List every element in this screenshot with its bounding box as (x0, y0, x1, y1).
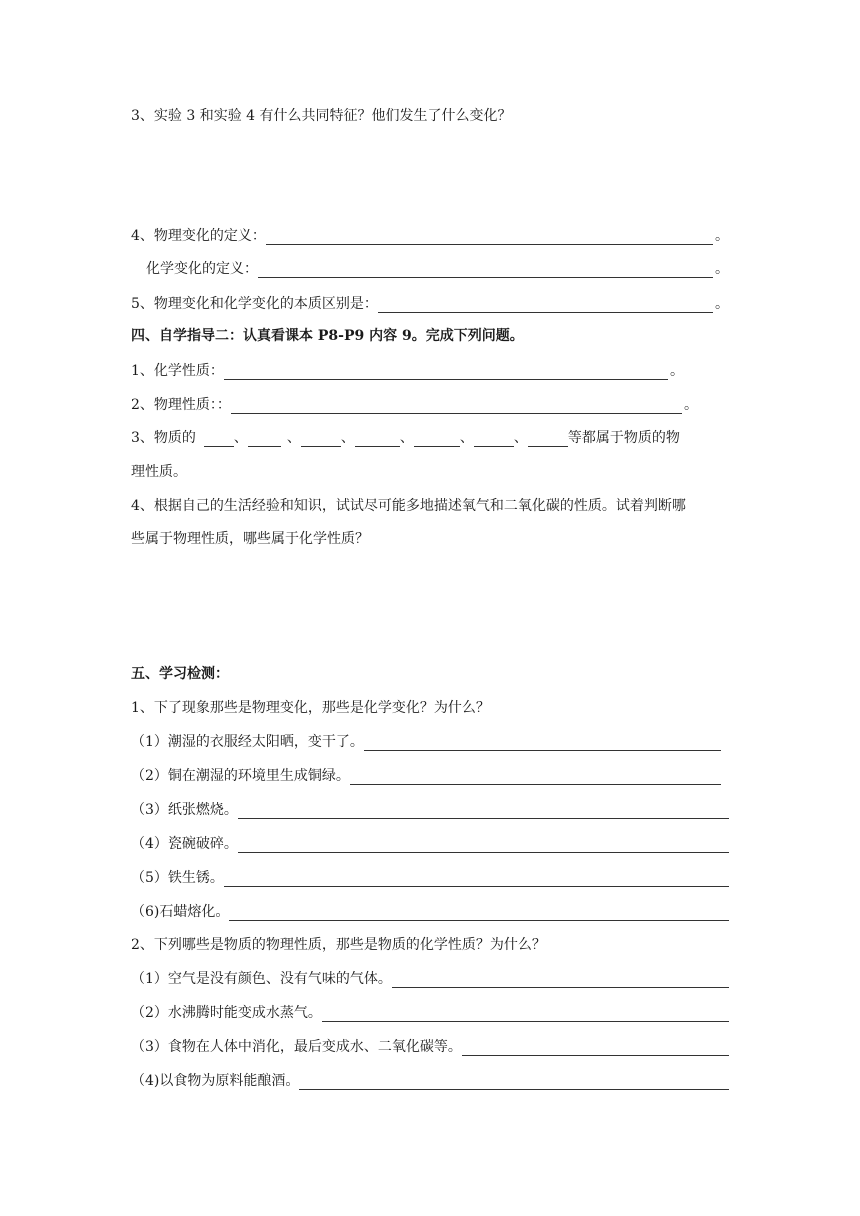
separator: 、 (399, 430, 414, 446)
separator: 、 (286, 430, 301, 446)
answer-blank-6[interactable] (474, 432, 514, 447)
period: 。 (715, 261, 729, 277)
answer-blank[interactable] (350, 770, 721, 785)
answer-blank[interactable] (224, 872, 729, 887)
prompt: 4、物理变化的定义： (131, 228, 266, 244)
s5-q2-item-2 (131, 1004, 729, 1022)
answer-blank-3[interactable] (301, 432, 341, 447)
answer-blank[interactable] (238, 838, 729, 853)
answer-blank[interactable] (238, 804, 729, 819)
question-4-physical-change (131, 227, 729, 245)
section-5-heading: 五、学习检测： (131, 666, 229, 682)
s5-q1-item-4 (131, 835, 729, 853)
answer-blank-1[interactable] (204, 432, 234, 447)
answer-blank[interactable] (322, 1007, 729, 1022)
item-text: （2）水沸腾时能变成水蒸气。 (131, 1005, 322, 1021)
question-4-chemical-change (146, 260, 729, 278)
item-text: （1）空气是没有颜色、没有气味的气体。 (131, 971, 392, 987)
s5-q1-item-1 (131, 733, 721, 751)
section-4-question-2 (131, 396, 698, 414)
section-4-question-3 (131, 429, 731, 447)
separator: 、 (513, 430, 528, 446)
item-text: （2）铜在潮湿的环境里生成铜绿。 (131, 768, 350, 784)
section-4-heading: 四、自学指导二：认真看课本 P8-P9 内容 9。完成下列问题。 (131, 328, 524, 344)
item-text: （1）潮湿的衣服经太阳晒，变干了。 (131, 734, 364, 750)
section-4-question-4-line-1: 4、根据自己的生活经验和知识，试试尽可能多地描述氧气和二氧化碳的性质。试着判断哪 (131, 498, 686, 514)
period: 。 (715, 296, 729, 312)
period: 。 (670, 363, 684, 379)
answer-blank[interactable] (462, 1041, 729, 1056)
item-text: （6)石蜡熔化。 (131, 904, 230, 920)
answer-blank[interactable] (258, 263, 713, 278)
s5-q2-item-1 (131, 970, 729, 988)
item-text: （4）瓷碗破碎。 (131, 836, 238, 852)
section-5-question-2: 2、下列哪些是物质的物理性质，那些是物质的化学性质？为什么？ (131, 937, 546, 953)
item-text: （4)以食物为原料能酿酒。 (131, 1073, 300, 1089)
s5-q2-item-4 (131, 1072, 729, 1090)
period: 。 (715, 228, 729, 244)
question-5 (131, 295, 729, 313)
answer-blank[interactable] (231, 399, 682, 414)
answer-blank[interactable] (299, 1075, 729, 1090)
answer-blank[interactable] (392, 973, 729, 988)
answer-blank-2[interactable] (248, 432, 281, 447)
answer-blank-4[interactable] (355, 432, 400, 447)
item-text: （3）纸张燃烧。 (131, 802, 238, 818)
prompt: 5、物理变化和化学变化的本质区别是： (131, 296, 378, 312)
answer-blank-5[interactable] (414, 432, 460, 447)
question-3: 3、实验 3 和实验 4 有什么共同特征？他们发生了什么变化？ (131, 108, 512, 124)
item-text: （3）食物在人体中消化，最后变成水、二氧化碳等。 (131, 1039, 462, 1055)
prompt: 化学变化的定义： (146, 261, 258, 277)
prompt: 2、物理性质：： (131, 397, 231, 413)
suffix: 等都属于物质的物 (567, 430, 680, 446)
section-4-question-3-continued: 理性质。 (131, 464, 187, 480)
answer-blank[interactable] (266, 230, 713, 245)
answer-blank[interactable] (229, 906, 729, 921)
s5-q1-item-3 (131, 801, 729, 819)
s5-q1-item-2 (131, 767, 721, 785)
item-text: （5）铁生锈。 (131, 870, 224, 886)
period: 。 (684, 397, 698, 413)
prompt: 1、化学性质： (131, 363, 224, 379)
answer-blank[interactable] (224, 365, 668, 380)
separator: 、 (233, 430, 248, 446)
separator: 、 (340, 430, 355, 446)
section-4-question-1 (131, 362, 684, 380)
s5-q2-item-3 (131, 1038, 729, 1056)
answer-blank[interactable] (364, 736, 721, 751)
s5-q1-item-5 (131, 869, 729, 887)
section-5-question-1: 1、下了现象那些是物理变化，那些是化学变化？为什么？ (131, 700, 490, 716)
answer-blank[interactable] (378, 298, 713, 313)
s5-q1-item-6 (131, 903, 729, 921)
separator: 、 (459, 430, 474, 446)
answer-blank-7[interactable] (528, 432, 568, 447)
section-4-question-4-line-2: 些属于物理性质，哪些属于化学性质？ (131, 531, 369, 547)
prompt: 3、物质的 (131, 430, 196, 446)
